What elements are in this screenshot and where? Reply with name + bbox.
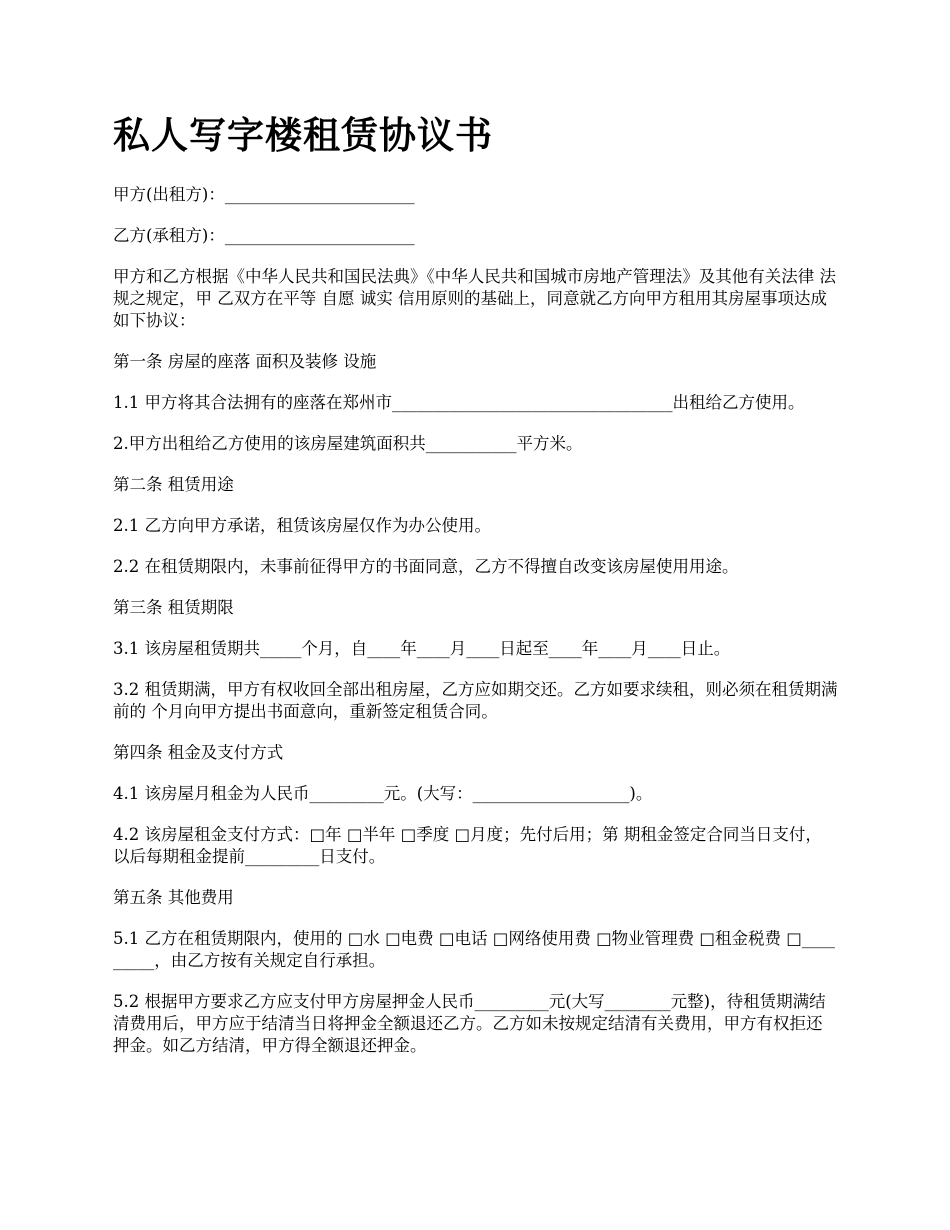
- clause-4-2: 4.2 该房屋租金支付方式：□年 □半年 □季度 □月度；先付后用；第 期租金签定合同当日支付，以后每期租金提前_________日支付。: [113, 825, 822, 866]
- clause-3-1: 3.1 该房屋租赁期共_____个月，自____年____月____日起至____年____月____日止。: [113, 639, 731, 658]
- article-3-heading: 第三条 租赁期限: [113, 598, 234, 617]
- clause-5-1: 5.1 乙方在租赁期限内，使用的 □水 □电费 □电话 □网络使用费 □物业管理费 □租金税费 □_________，由乙方按有关规定自行承担。: [113, 929, 835, 970]
- clause-2-2: 2.2 在租赁期限内，未事前征得甲方的书面同意，乙方不得擅自改变该房屋使用用途。: [113, 557, 739, 576]
- clause-1-2: 2.甲方出租给乙方使用的该房屋建筑面积共___________平方米。: [113, 434, 583, 453]
- party-b-line: 乙方(承租方)：_______________________: [113, 226, 415, 245]
- article-4-heading: 第四条 租金及支付方式: [113, 743, 284, 762]
- clause-1-1: 1.1 甲方将其合法拥有的座落在郑州市__________________________________出租给乙方使用。: [113, 393, 805, 412]
- clause-5-2: 5.2 根据甲方要求乙方应支付甲方房屋押金人民币_________元(大写________元整)，待租赁期满结清费用后，甲方应于结清当日将押金全额退还乙方。乙方如未按规定结清有关费用，甲方有权拒还押金。如乙方结清，甲方得全额退还押金。: [113, 992, 826, 1055]
- clause-2-1: 2.1 乙方向甲方承诺，租赁该房屋仅作为办公使用。: [113, 516, 491, 535]
- preamble: 甲方和乙方根据《中华人民共和国民法典》《中华人民共和国城市房地产管理法》及其他有关法律 法规之规定，甲 乙双方在平等 自愿 诚实 信用原则的基础上，同意就乙方向甲方租用其房屋事项达成如下协议：: [113, 267, 836, 330]
- article-5-heading: 第五条 其他费用: [113, 888, 234, 907]
- article-2-heading: 第二条 租赁用途: [113, 475, 234, 494]
- article-1-heading: 第一条 房屋的座落 面积及装修 设施: [113, 352, 377, 371]
- party-a-line: 甲方(出租方)：_______________________: [113, 185, 415, 204]
- document-title: 私人写字楼租赁协议书: [113, 114, 493, 157]
- clause-3-2: 3.2 租赁期满，甲方有权收回全部出租房屋，乙方应如期交还。乙方如要求续租，则必须在租赁期满前的 个月向甲方提出书面意向，重新签定租赁合同。: [113, 680, 838, 721]
- clause-4-1: 4.1 该房屋月租金为人民币_________元。(大写：___________________)。: [113, 784, 653, 803]
